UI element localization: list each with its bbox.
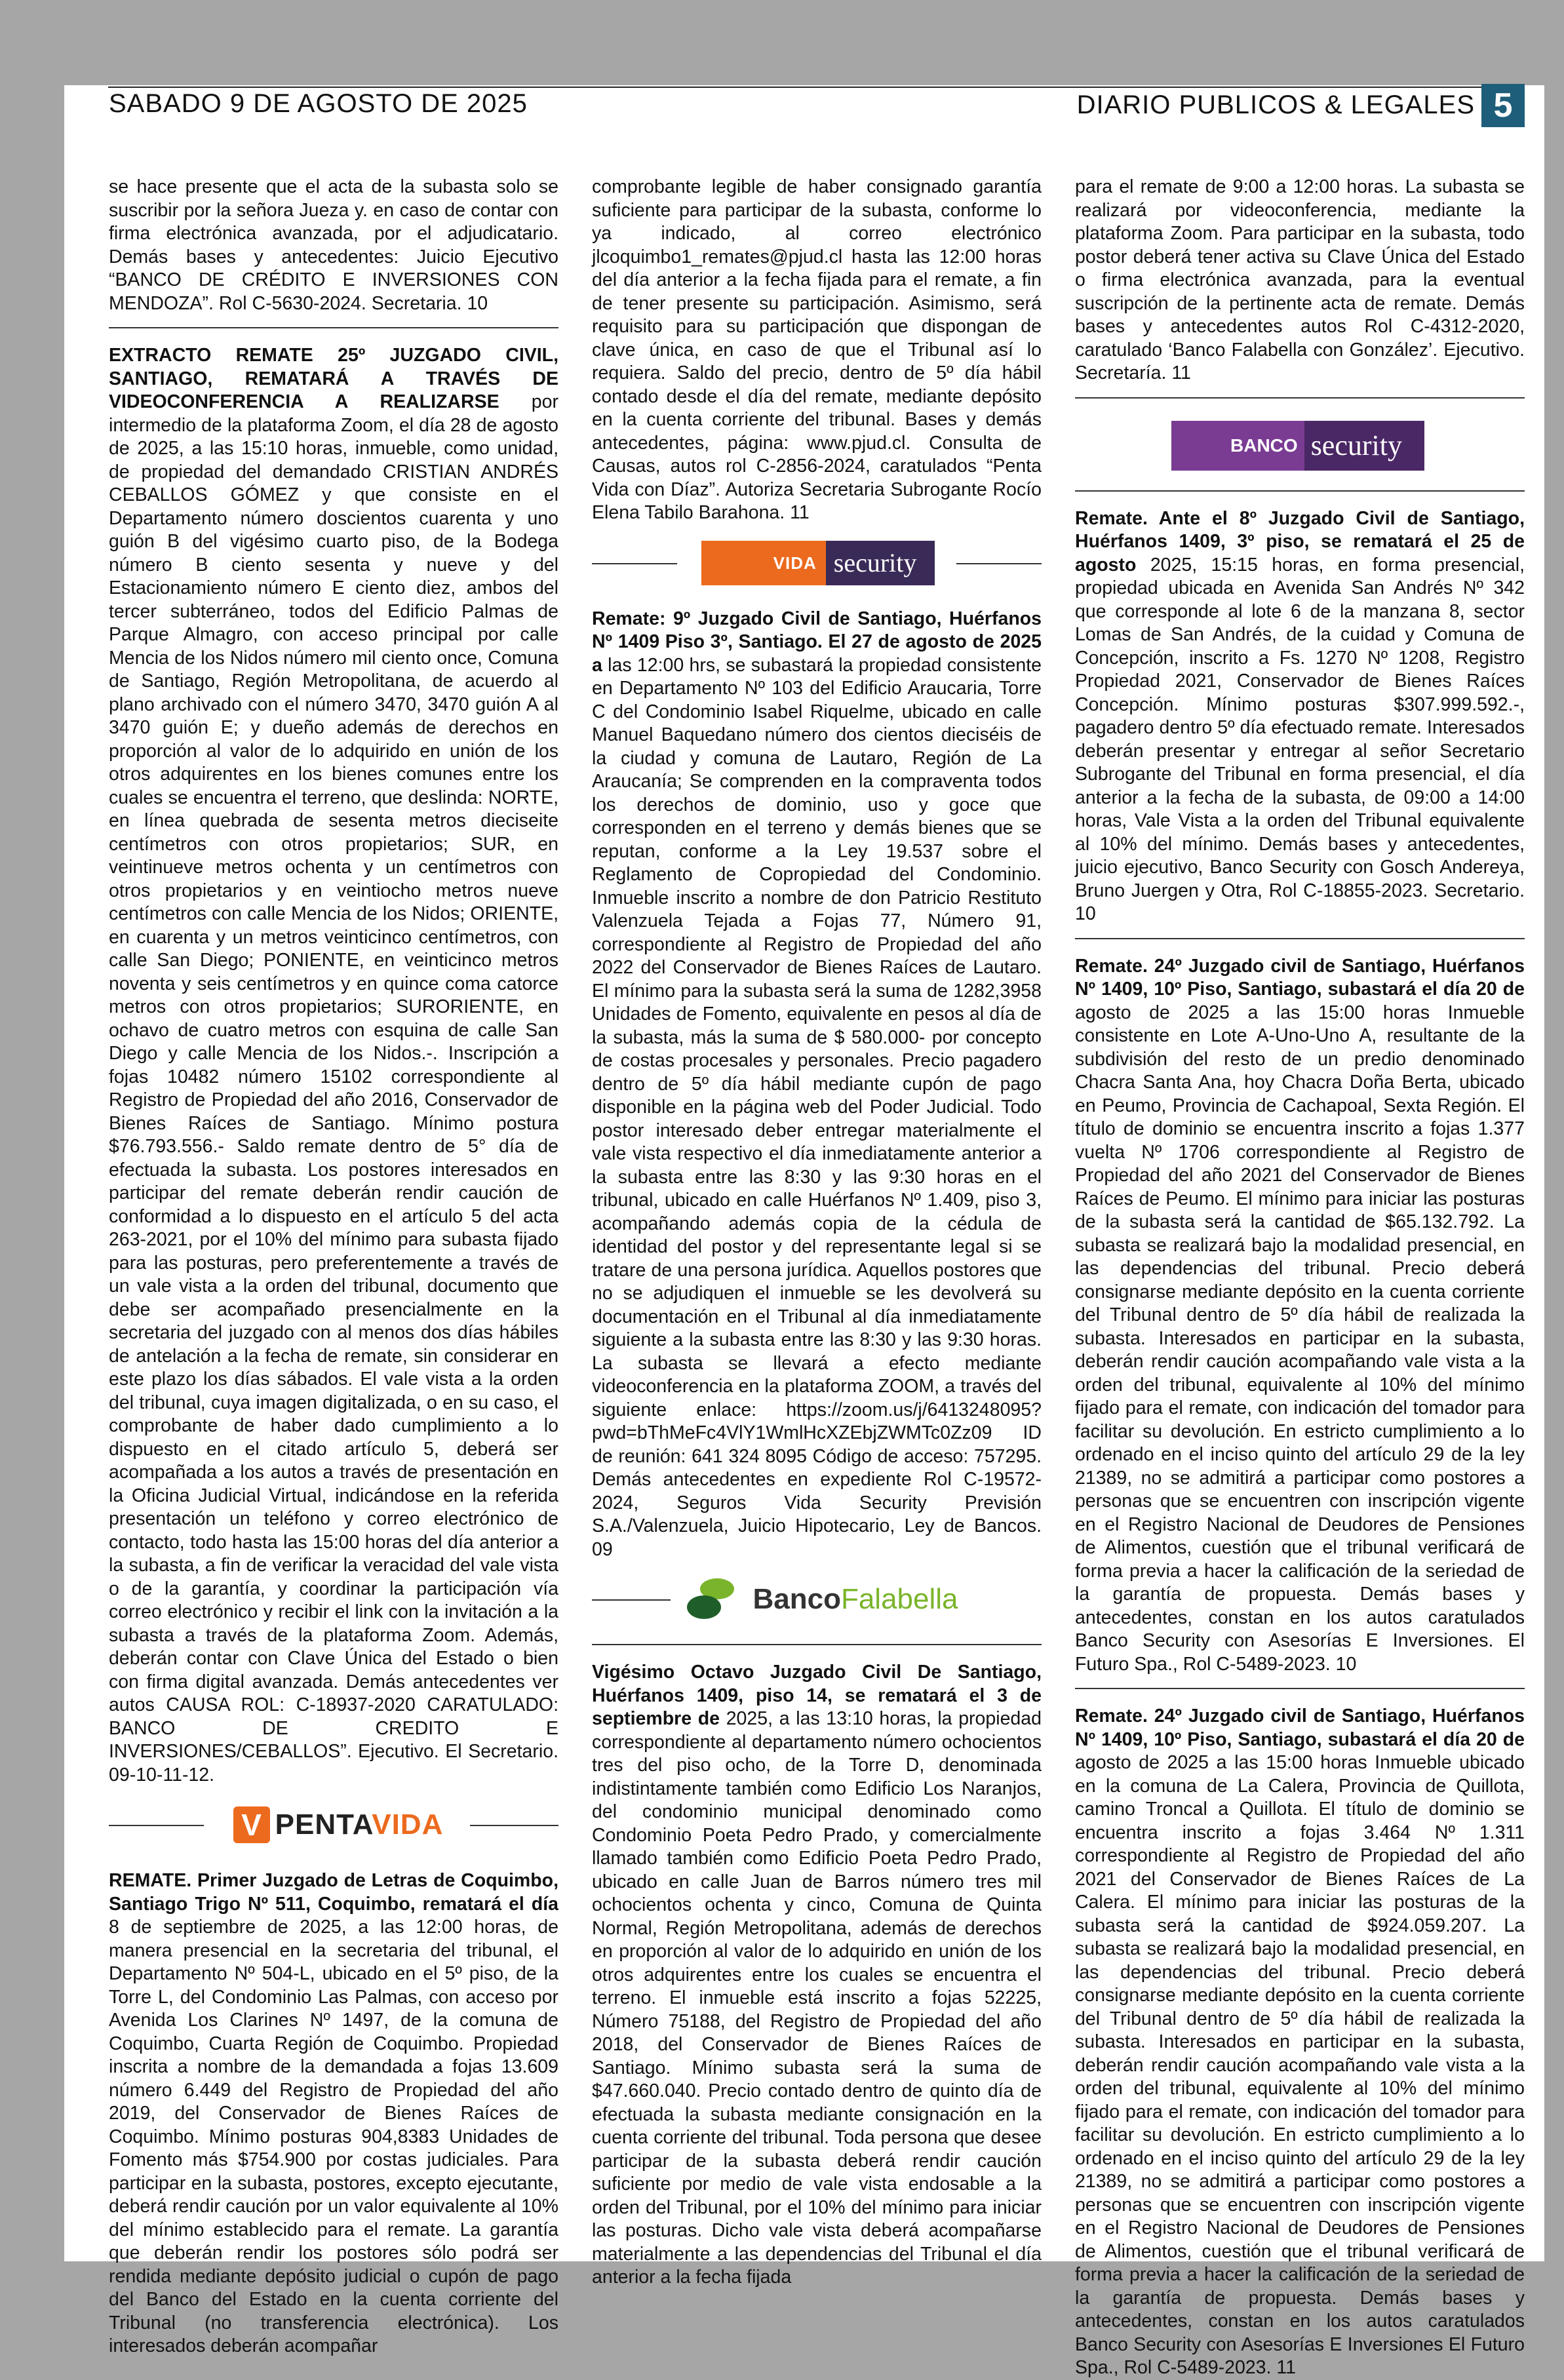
notice-remate-8-juzgado [1075, 507, 1525, 926]
banco-security-logo [1167, 423, 1429, 468]
notice-heading: Remate: 9º Juzgado Civil de Santiago, Huérfanos Nº 1409 Piso 3º, Santiago. El 27 de agosto de 2025 a [592, 608, 1042, 676]
falabella-wordmark [753, 1583, 958, 1616]
notice-text: agosto de 2025 a las 15:00 horas Inmueble consistente en Lote A-Uno-Uno A, resultante de la subdivisión del resto de un predio denominado Chacra Santa Ana, hoy Chacra Doña Berta, ubicado en Peumo, Provincia de Cachapoal, Sexta Región. El título de dominio se encuentra inscrito a fojas 1.377 vuelta Nº 1706 correspondiente al Registro de Propiedad del año 2021 del Conservador de Bienes Raíces de Peumo. El mínimo para iniciar las posturas de la subasta será la cantidad de $65.132.792. La subasta se realizará bajo la modalidad presencial, en las dependencias del tribunal. Precio deberá consignarse mediante depósito en la cuenta corriente del Tribunal dentro de 5º día hábil de realizada la subasta. Interesados en participar en la subasta, deberán rendir caución acompañando vale vista a la orden del tribunal, equivalente al 10% del mínimo fijado para el remate, con indicación del tomador para facilitar su devolución. En estricto cumplimiento a lo ordenado en el inciso quinto del artículo 29 de la ley 21389, no se admitirá a participar como postores a personas que se encuentren con inscripción vigente en el Registro Nacional de Deudores de Pensiones de Alimentos, cuestión que el tribunal verificará de forma previa a hacer la calificación de la seriedad de la garantía de propuesta. Demás bases y antecedentes, constan en los autos caratulados Banco Security con Asesorías E Inversiones. El Futuro Spa., Rol C-5489-2023. 10 [1075, 1002, 1525, 1675]
column-1 [109, 176, 558, 2358]
banco-security-logo-row [1075, 414, 1525, 477]
logo-rule-left [592, 563, 677, 564]
notice-text: 2025, a las 13:10 horas, la propiedad correspondiente al departamento número ochocientos tres del piso ocho, de la Torre D, denominada indistintamente también como Edificio Los Naranjos, del condominio municipal denominado como Condominio Poeta Pedro Prado, y comercialmente llamado también como Edificio Poeta Pedro Prado, ubicado en calle Juan de Barros número tres mil ochocientos ochenta y cinco, Comuna de Quinta Normal, Región Metropolitana, además de derechos en proporción al valor de lo adquirido en unión de los otros adquirentes entre los cuales se encuentra el terreno. El inmueble está inscrito a fojas 52225, Número 75188, del Registro de Propiedad del año 2018, del Conservador de Bienes Raíces de Santiago. Mínimo subasta será la suma de $47.660.040. Precio contado dentro de quinto día de efectuada la subasta mediante consignación en la cuenta corriente del tribunal. Toda persona que desee participar de la subasta deberá rendir caución suficiente por medio de vale vista endosable a la orden del Tribunal, por el 10% del mínimo para iniciar las posturas. Dicho vale vista deberá acompañarse materialmente a las dependencias del Tribunal el día anterior a la fecha fijada [592, 1708, 1042, 2288]
banco-falabella-logo [684, 1577, 959, 1622]
logo-rule-right [470, 1825, 558, 1826]
notice-separator [592, 1644, 1042, 1645]
penta-word: PENTA [275, 1808, 372, 1841]
penta-vida-logo [214, 1803, 463, 1847]
notice-continuation [1075, 176, 1525, 385]
logo-rule-left [592, 1599, 671, 1601]
notice-remate-24-juzgado-la-calera [1075, 1705, 1525, 2380]
notice-continuation [592, 176, 1042, 525]
notice-continuation [109, 176, 558, 315]
notice-separator [109, 327, 558, 328]
notice-vigesimo-octavo-juzgado [592, 1661, 1042, 2290]
notice-remate-24-juzgado-peumo [1075, 955, 1525, 1677]
penta-vida-logo-row [109, 1793, 558, 1856]
header-date: SABADO 9 DE AGOSTO DE 2025 [109, 89, 528, 118]
security-logo-part: security [826, 541, 935, 585]
penta-vida-wordmark [275, 1808, 444, 1841]
notice-text: 8 de septiembre de 2025, a las 12:00 horas, de manera presencial en la secretaria del tribunal, el Departamento Nº 504-L, ubicado en el 5º piso, de la Torre L, del Condominio Las Palmas, con acceso por Avenida Los Clarines Nº 1497, de la comuna de Coquimbo, Cuarta Región de Coquimbo. Propiedad inscrita a nombre de la demandada a fojas 13.609 número 6.449 del Registro de Propiedad del año 2019, del Conservador de Bienes Raíces de Coquimbo. Mínimo posturas 904,8383 Unidades de Fomento más $754.900 por costas judiciales. Para participar en la subasta, postores, excepto ejecutante, deberá rendir caución por un valor equivalente al 10% del mínimo establecido para el remate. La garantía que deberán rendir los postores sólo podrá ser rendida mediante depósito judicial o cupón de pago del Banco del Estado en la cuenta corriente del Tribunal (no transferencia electrónica). Los interesados deberán acompañar [109, 1917, 558, 2356]
security-logo-part: security [1304, 421, 1424, 471]
banco-logo-part: BANCO [1171, 421, 1304, 471]
logo-rule-right [956, 563, 1042, 564]
banco-falabella-logo-row [592, 1568, 1042, 1631]
logo-rule-left [109, 1825, 204, 1826]
notice-heading: REMATE. Primer Juzgado de Letras de Coquimbo, Santiago Trigo Nº 511, Coquimbo, rematará el día [109, 1870, 558, 1915]
penta-vida-mark-icon: V [233, 1806, 270, 1843]
notice-heading: Remate. 24º Juzgado civil de Santiago, Huérfanos Nº 1409, 10º Piso, Santiago, subastará el día 20 de [1075, 955, 1525, 1000]
header-rule [108, 87, 1491, 88]
banco-word: Banco [753, 1583, 841, 1616]
notice-text: se hace presente que el acta de la subasta solo se suscribir por la señora Jueza y. en caso de contar con firma electrónica avanzada, por el adjudicatario. Demás bases y antecedentes: Juicio Ejecutivo “BANCO DE CRÉDITO E INVERSIONES CON MENDOZA”. Rol C-5630-2024. Secretaria. 10 [109, 176, 558, 314]
notice-heading: Remate. 24º Juzgado civil de Santiago, Huérfanos Nº 1409, 10º Piso, Santiago, subastará el día 20 de [1075, 1706, 1525, 1750]
notice-separator [1075, 938, 1525, 939]
column-2 [592, 176, 1042, 2290]
notice-remate-9-juzgado [592, 608, 1042, 1562]
notice-remate-coquimbo [109, 1869, 558, 2358]
falabella-word: Falabella [840, 1583, 958, 1616]
notice-text: para el remate de 9:00 a 12:00 horas. La subasta se realizará por videoconferencia, mediante la plataforma Zoom. Para participar en la subasta, todo postor deberá tener activa su Clave Única del Estado o firma electrónica avanzada, para la eventual suscripción de la pertinente acta de remate. Demás bases y antecedentes autos Rol C-4312-2020, caratulado ‘Banco Falabella con González’. Ejecutivo. Secretaría. 11 [1075, 176, 1525, 383]
notice-separator [1075, 397, 1525, 399]
page-number: 5 [1481, 84, 1525, 127]
notice-text: por intermedio de la plataforma Zoom, el día 28 de agosto de 2025, a las 15:10 horas, inmueble, como unidad, de propiedad del demandado CRISTIAN ANDRÉS CEBALLOS GÓMEZ y que consiste en el Departamento número doscientos cuarenta y uno guión B del vigésimo cuarto piso, de la Bodega número B ciento sesenta y nueve y del Estacionamiento número E ciento diez, ambos del tercer subterráneo, todos del Edificio Palmas de Parque Almagro, con acceso principal por calle Mencia de los Nidos número mil ciento once, Comuna de Santiago, Región Metropolitana, de acuerdo al plano archivado con el número 3470, 3470 guión A al 3470 guión E; y dueño además de derechos en proporción al valor de lo adquirido en unión de los otros adquirentes en los bienes comunes entre los cuales se encuentra el terreno, que deslinda: NORTE, en línea quebrada de sesenta metros dieciseite centímetros con otros propietarios; SUR, en veintinueve metros ochenta y un centímetros con otros propietarios y en veintiocho metros nueve centímetros con calle Mencia de los Nidos; ORIENTE, en cuarenta y un metros veinticinco centímetros, con calle San Diego; PONIENTE, en veinticinco metros noventa y seis centímetros y en quince coma catorce metros con otros propietarios; SURORIENTE, en ochavo de cuatro metros con esquina de calle San Diego y calle Mencia de los Nidos.-. Inscripción a fojas 10482 número 15102 correspondiente al Registro de Propiedad del año 2016, Conservador de Bienes Raíces de Santiago. Mínimo postura $76.793.556.- Saldo remate dentro de 5° día de efectuada la subasta. Los postores interesados en participar del remate deberán rendir caución de conformidad a lo dispuesto en el artículo 5 del acta 263-2021, por el 10% del mínimo para subasta fijado para las posturas, pero preferentemente a través de un vale vista a la orden del tribunal, documento que debe ser acompañado presencialmente en la secretaria del juzgado con al menos dos días hábiles de antelación a la fecha de remate, sin considerar en este plazo los días sábados. El vale vista a la orden del tribunal, cuya imagen digitalizada, o en su caso, el comprobante de haber dado cumplimiento a lo dispuesto en el citado artículo 5, deberá ser acompañada a los autos a través de presentación en la Oficina Judicial Virtual, indicándose en la referida presentación un teléfono y correo electrónico de contacto, todo hasta las 15:00 horas del día anterior a la subasta, a fin de verificar la veracidad del vale vista o de la garantía, y coordinar la participación vía correo electrónico y recibir el link con la invitación a la subasta a través de la plataforma Zoom. Además, deberán contar con Clave Única del Estado o bien con firma digital avanzada. Demás antecedentes ver autos CAUSA ROL: C-18937-2020 CARATULADO: BANCO DE CREDITO E INVERSIONES/CEBALLOS”. Ejecutivo. El Secretario. 09-10-11-12. [109, 391, 558, 1785]
notice-text: comprobante legible de haber consignado garantía suficiente para participar de la subasta, conforme lo ya indicado, al correo electrónico jlcoquimbo1_remates@pjud.cl hasta las 12:00 horas del día anterior a la fecha fijada para el remate, a fin de tener presente su participación. Asimismo, será requisito para su participación que dispongan de clave única, en caso de que el Tribunal así lo requiera. Saldo del precio, dentro de 5º día hábil contado desde el día del remate, mediante depósito en la cuenta corriente del tribunal. Bases y demás antecedentes, página: www.pjud.cl. Consulta de Causas, autos rol C-2856-2024, caratulados “Penta Vida con Díaz”. Autoriza Secretaria Subrogante Rocío Elena Tabilo Barahona. 11 [592, 176, 1042, 523]
notice-separator [1075, 1688, 1525, 1689]
falabella-leaf-icon [684, 1573, 743, 1626]
notice-heading: EXTRACTO REMATE 25º JUZGADO CIVIL, SANTIAGO, REMATARÁ A TRAVÉS DE VIDEOCONFERENCIA A REALIZARSE [109, 345, 558, 412]
notice-heading: Vigésimo Octavo Juzgado Civil De Santiago, Huérfanos 1409, piso 14, se rematará el 3 de septiembre de [592, 1662, 1042, 1729]
notice-heading: Remate. Ante el 8º Juzgado Civil de Santiago, Huérfanos 1409, 3º piso, se rematará el 25 de agosto [1075, 507, 1525, 575]
vida-word: VIDA [372, 1808, 444, 1841]
column-3 [1075, 176, 1525, 2380]
vida-security-logo-row [592, 532, 1042, 595]
vida-security-logo [687, 541, 949, 585]
notice-text: las 12:00 hrs, se subastará la propiedad consistente en Departamento Nº 103 del Edificio Araucaria, Torre C del Condominio Isabel Riquelme, ubicado en calle Manuel Baquedano número dos cientos dieciséis de la ciudad y comuna de Lautaro, Región de La Araucanía; Se comprenden en la compraventa todos los derechos de dominio, uso y goce que corresponden en el terreno y demás bienes que se reputan, conforme a la Ley 19.537 sobre el Reglamento de Copropiedad del Condominio. Inmueble inscrito a nombre de don Patricio Restituto Valenzuela Tejada a Fojas 77, Número 91, correspondiente al Registro de Propiedad del año 2022 del Conservador de Bienes Raíces de Lautaro. El mínimo para la subasta será la suma de 1282,3958 Unidades de Fomento, equivalente en pesos al día de la subasta, más la suma de $ 580.000- por concepto de costas procesales y personales. Precio pagadero dentro de 5º día hábil mediante cupón de pago disponible en la página web del Poder Judicial. Todo postor interesado deber entregar materialmente el vale vista respectivo el día inmediatamente anterior a la subasta entre las 8:30 y las 9:30 horas en el tribunal, ubicado en calle Huérfanos Nº 1.409, piso 3, acompañando además copia de la cédula de identidad del postor y del representante legal si se tratare de una persona jurídica. Aquellos postores que no se adjudiquen el inmueble se les devolverá su documentación en el Tribunal al día inmediatamente siguiente a la subasta entre las 8:30 y las 9:30 horas. La subasta se llevará a efecto mediante videoconferencia en la plataforma ZOOM, a través del siguiente enlace: https://zoom.us/j/6413248095?pwd=bThMeFc4VlY1WmlHcXZEbjZWMTc0Zz09 ID de reunión: 641 324 8095 Código de acceso: 757295. Demás antecedentes en expediente Rol C-19572-2024, Seguros Vida Security Previsión S.A./Valenzuela, Juicio Hipotecario, Ley de Bancos. 09 [592, 654, 1042, 1560]
notice-remate-25-juzgado [109, 344, 558, 1787]
notice-text: agosto de 2025 a las 15:00 horas Inmueble ubicado en la comuna de La Calera, Provincia de Quillota, camino Troncal a Quillota. El título de dominio se encuentra inscrito a fojas 3.464 Nº 1.311 correspondiente al Registro de Propiedad del año 2021 del Conservador de Bienes Raíces de La Calera. El mínimo para iniciar las posturas de la subasta será la cantidad de $924.059.207. La subasta se realizará bajo la modalidad presencial, en las dependencias del tribunal. Precio deberá consignarse mediante depósito en la cuenta corriente del Tribunal dentro de 5º día hábil de realizada la subasta. Interesados en participar en la subasta, deberán rendir caución acompañando vale vista a la orden del tribunal, equivalente al 10% del mínimo fijado para el remate, con indicación del tomador para facilitar su devolución. En estricto cumplimiento a lo ordenado en el inciso quinto del artículo 29 de la ley 21389, no se admitirá a participar como postores a personas que se encuentren con inscripción vigente en el Registro Nacional de Deudores de Pensiones de Alimentos, cuestión que el tribunal verificará de forma previa a hacer la calificación de la seriedad de la garantía de propuesta. Demás bases y antecedentes, constan en los autos caratulados Banco Security con Asesorías E Inversiones El Futuro Spa., Rol C-5489-2023. 11 [1075, 1752, 1525, 2378]
vida-logo-part: VIDA [701, 541, 826, 585]
notice-text: 2025, 15:15 horas, en forma presencial, propiedad ubicada en Avenida San Andrés Nº 342 que corresponde al lote 6 de la manzana 8, sector Lomas de San Andrés, de la cuidad y Comuna de Concepción, inscrito a Fs. 1270 Nº 1208, Registro Propiedad 2021, Conservador de Bienes Raíces Concepción. Mínimo posturas $307.999.592.-, pagadero dentro 5º día efectuado remate. Interesados deberán presentar y entregar al señor Secretario Subrogante del Tribunal en forma presencial, el día anterior a la fecha de la subasta, de 09:00 a 14:00 horas, Vale Vista a la orden del Tribunal equivalente al 10% del mínimo. Demás bases y antecedentes, juicio ejecutivo, Banco Security con Gosch Andereya, Bruno Juergen y Otra, Rol C-18855-2023. Secretario. 10 [1075, 554, 1525, 924]
header-publication: DIARIO PUBLICOS & LEGALES [1076, 90, 1475, 119]
notice-separator [1075, 490, 1525, 492]
